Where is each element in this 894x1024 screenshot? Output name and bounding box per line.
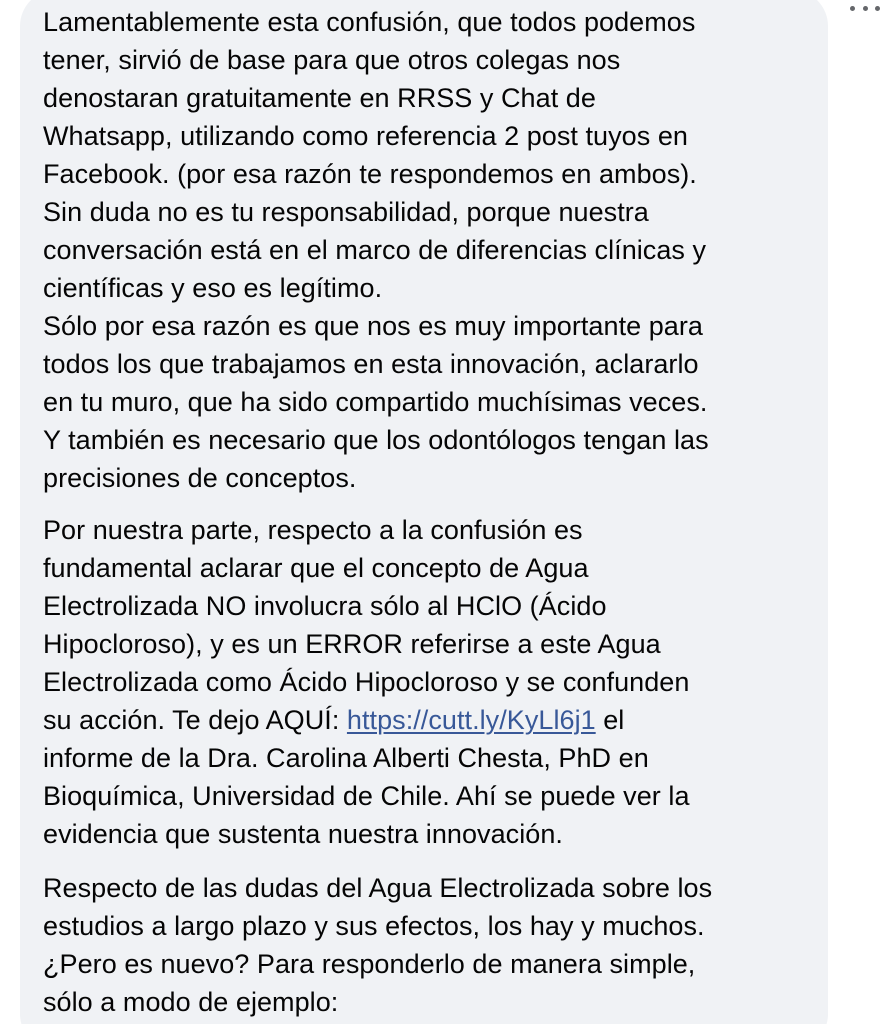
- text-line: Hipocloroso), y es un ERROR referirse a este Agua: [43, 629, 661, 659]
- text-line: Respecto de las dudas del Agua Electrolizada sobre los: [43, 873, 713, 903]
- text-line: Por nuestra parte, respecto a la confusión es: [43, 515, 583, 545]
- text-line: Y también es necesario que los odontólogos tengan las: [43, 425, 709, 455]
- report-link[interactable]: https://cutt.ly/KyLl6j1: [346, 705, 596, 735]
- text-line-with-link: [43, 701, 828, 739]
- comment-paragraph-3: [43, 869, 828, 1021]
- text-line: ¿Pero es nuevo? Para responderlo de manera simple,: [43, 949, 696, 979]
- link-prefix-text: su acción. Te dejo AQUÍ:: [43, 705, 347, 735]
- link-suffix-text: el: [595, 705, 625, 735]
- comment-paragraph-2: [43, 511, 828, 853]
- text-line: evidencia que sustenta nuestra innovación.: [43, 819, 563, 849]
- text-line: Electrolizada NO involucra sólo al HClO (Ácido: [43, 591, 607, 621]
- more-horizontal-icon: [875, 6, 880, 11]
- text-line: Sin duda no es tu responsabilidad, porque nuestra: [43, 197, 649, 227]
- text-line: todos los que trabajamos en esta innovación, aclararlo: [43, 349, 699, 379]
- text-line: Electrolizada como Ácido Hipocloroso y se confunden: [43, 667, 690, 697]
- more-horizontal-icon: [863, 6, 868, 11]
- comment-bubble: [20, 0, 828, 1024]
- text-line: denostaran gratuitamente en RRSS y Chat de: [43, 83, 596, 113]
- text-line: Sólo por esa razón es que nos es muy importante para: [43, 311, 703, 341]
- text-line: Lamentablemente esta confusión, que todos podemos: [43, 7, 696, 37]
- text-line: fundamental aclarar que el concepto de Agua: [43, 553, 589, 583]
- text-line: sólo a modo de ejemplo:: [43, 987, 339, 1017]
- text-line: Bioquímica, Universidad de Chile. Ahí se puede ver la: [43, 781, 690, 811]
- text-line: en tu muro, que ha sido compartido muchísimas veces.: [43, 387, 708, 417]
- text-line: Whatsapp, utilizando como referencia 2 post tuyos en: [43, 121, 688, 151]
- text-line: precisiones de conceptos.: [43, 463, 357, 493]
- text-line: científicas y eso es legítimo.: [43, 273, 383, 303]
- text-line: estudios a largo plazo y sus efectos, los hay y muchos.: [43, 911, 705, 941]
- text-line: informe de la Dra. Carolina Alberti Chesta, PhD en: [43, 743, 649, 773]
- comment-paragraph-1: [43, 3, 828, 497]
- more-horizontal-icon: [850, 6, 855, 11]
- comment-text: [43, 3, 828, 1021]
- text-line: conversación está en el marco de diferencias clínicas y: [43, 235, 707, 265]
- more-options-button[interactable]: [850, 0, 880, 16]
- text-line: tener, sirvió de base para que otros colegas nos: [43, 45, 621, 75]
- text-line: Facebook. (por esa razón te respondemos en ambos).: [43, 159, 697, 189]
